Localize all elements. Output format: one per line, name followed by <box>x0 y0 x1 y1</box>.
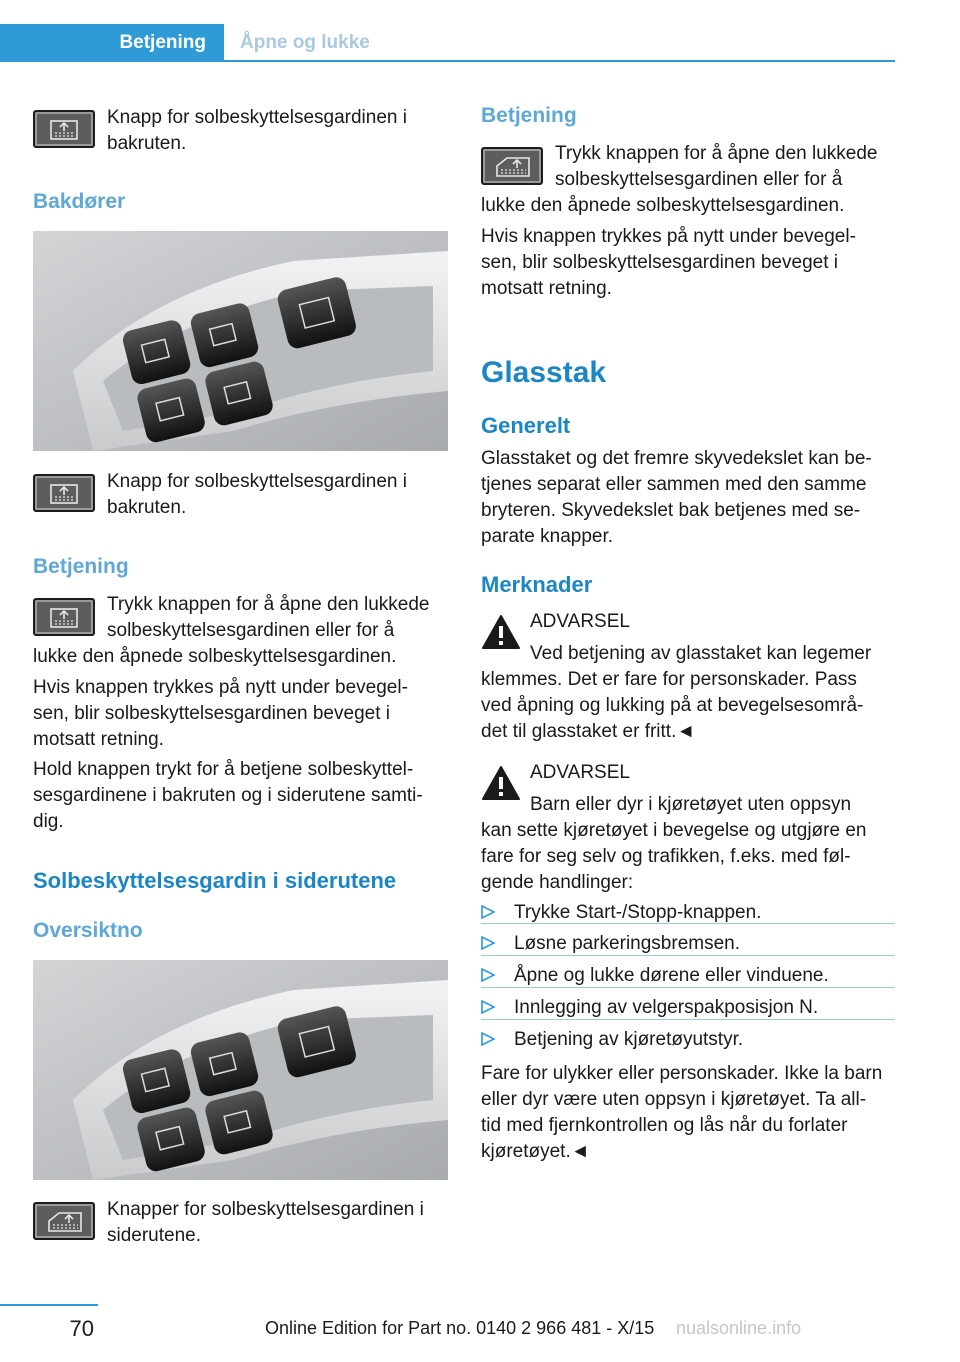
paragraph-line: kan sette kjøretøyet i bevegelse og utgjøre en <box>481 820 867 841</box>
list-item-text: Trykke Start-/Stopp-knappen. <box>514 902 762 923</box>
warning-1-title: ADVARSEL <box>530 611 630 632</box>
paragraph-line: parate knapper. <box>481 526 614 547</box>
list-item-text: Åpne og lukke dørene eller vinduene. <box>514 965 829 986</box>
list-item-text: Løsne parkeringsbremsen. <box>514 933 740 954</box>
paragraph-line: motsatt retning. <box>481 278 612 299</box>
rear-shade-switch-icon <box>33 474 95 512</box>
paragraph-line: Hold knappen trykt for å betjene solbeskyttel‐ <box>33 759 414 780</box>
heading-glasstak: Glasstak <box>481 356 607 389</box>
footer-edition: Online Edition for Part no. 0140 2 966 481 - X/15 <box>265 1318 655 1338</box>
warning-2-body <box>481 818 866 896</box>
paragraph-line: motsatt retning. <box>33 729 164 750</box>
rear-shade-switch-icon <box>33 598 95 636</box>
door-switch-photo-2 <box>33 960 448 1180</box>
paragraph-line: tid med fjernkontrollen og lås når du forlater <box>481 1115 848 1136</box>
paragraph-line: bryteren. Skyvedekslet bak betjenes med se‐ <box>481 500 861 521</box>
heading-oversikt: Oversiktno <box>33 919 143 942</box>
warning-1-body <box>481 667 863 745</box>
paragraph-line: fare for seg selv og trafikken, f.eks. med føl‐ <box>481 846 851 867</box>
list-item-text: Innlegging av velgerspakposisjon N. <box>514 997 819 1018</box>
warning-triangle-icon <box>481 614 521 650</box>
paragraph-line: klemmes. Det er fare for personskader. Pass <box>481 669 857 690</box>
heading-generelt: Generelt <box>481 413 571 438</box>
paragraph-left-3 <box>33 757 423 835</box>
paragraph-line: ved åpning og lukking på at bevegelsesområ‐ <box>481 695 864 716</box>
betjening-left-line: lukke den åpnede solbeskyttelsesgardinen. <box>33 646 397 667</box>
betjening-right-line: solbeskyttelsesgardinen eller for å <box>555 169 843 190</box>
caption-3-line: Knapper for solbeskyttelsesgardinen i <box>107 1199 424 1220</box>
paragraph-line: det til glasstaket er fritt.◄ <box>481 721 696 742</box>
heading-merknader: Merknader <box>481 572 593 597</box>
caption-2-line: Knapp for solbeskyttelsesgardinen i <box>107 471 407 492</box>
paragraph-right-2 <box>481 224 856 302</box>
door-switch-photo-1 <box>33 231 448 451</box>
bullet-triangle-icon <box>481 968 495 982</box>
heading-bakdorer: Bakdører <box>33 190 126 213</box>
caption-3 <box>107 1197 424 1249</box>
caption-2-line: bakruten. <box>107 497 187 518</box>
betjening-right-line: lukke den åpnede solbeskyttelsesgardinen. <box>481 195 845 216</box>
warning-2-line: Barn eller dyr i kjøretøyet uten oppsyn <box>530 794 852 815</box>
bullet-triangle-icon <box>481 905 495 919</box>
paragraph-line: kjøretøyet.◄ <box>481 1141 590 1162</box>
tab-betjening: Betjening <box>0 24 224 62</box>
paragraph-line: Glasstaket og det fremre skyvedekslet kan be‐ <box>481 448 872 469</box>
list-item-text: Betjening av kjøretøyutstyr. <box>514 1029 744 1050</box>
side-shade-switch-icon <box>481 147 543 185</box>
betjening-left-line: solbeskyttelsesgardinen eller for å <box>107 620 395 641</box>
heading-betjening-right: Betjening <box>481 104 577 127</box>
page-number: 70 <box>69 1316 94 1341</box>
warning-triangle-icon <box>481 765 521 801</box>
paragraph-line: dig. <box>33 811 64 832</box>
warning-2-title: ADVARSEL <box>530 762 630 783</box>
paragraph-line: Hvis knappen trykkes på nytt under bevegel‐ <box>33 677 408 698</box>
paragraph-line: Fare for ulykker eller personskader. Ikke la barn <box>481 1063 883 1084</box>
paragraph-line: sen, blir solbeskyttelsesgardinen beveget i <box>481 252 838 273</box>
list-divider <box>481 923 895 924</box>
paragraph-left-2 <box>33 675 408 753</box>
caption-1-line: Knapp for solbeskyttelsesgardinen i <box>107 107 407 128</box>
heading-betjening-left: Betjening <box>33 555 129 578</box>
heading-side-shade: Solbeskyttelsesgardin i siderutene <box>33 868 397 893</box>
betjening-left-line: Trykk knappen for å åpne den lukkede <box>107 594 430 615</box>
bullet-triangle-icon <box>481 1032 495 1046</box>
caption-3-line: siderutene. <box>107 1225 202 1246</box>
rear-shade-switch-icon <box>33 110 95 148</box>
caption-1 <box>107 105 407 157</box>
list-divider <box>481 955 895 956</box>
footer-watermark: nualsonline.info <box>676 1318 802 1338</box>
paragraph-generelt <box>481 446 872 550</box>
warning-1-line: Ved betjening av glasstaket kan legemer <box>530 643 872 664</box>
side-shade-switch-icon <box>33 1202 95 1240</box>
caption-1-line: bakruten. <box>107 133 187 154</box>
paragraph-line: gende handlinger: <box>481 872 634 893</box>
paragraph-line: sesgardinene i bakruten og i siderutene samti‐ <box>33 785 423 806</box>
footer-rule <box>0 1304 98 1306</box>
paragraph-line: sen, blir solbeskyttelsesgardinen beveget i <box>33 703 390 724</box>
caption-2 <box>107 469 407 521</box>
bullet-triangle-icon <box>481 1000 495 1014</box>
list-divider <box>481 1019 895 1020</box>
list-divider <box>481 987 895 988</box>
header-rule <box>0 60 895 62</box>
betjening-right-line: Trykk knappen for å åpne den lukkede <box>555 143 878 164</box>
tab-apne-og-lukke: Åpne og lukke <box>240 32 370 53</box>
bullet-triangle-icon <box>481 936 495 950</box>
paragraph-line: tjenes separat eller sammen med den samme <box>481 474 867 495</box>
paragraph-line: Hvis knappen trykkes på nytt under bevegel‐ <box>481 226 856 247</box>
paragraph-ending <box>481 1061 882 1165</box>
paragraph-line: eller dyr være uten oppsyn i kjøretøyet. Ta all‐ <box>481 1089 867 1110</box>
